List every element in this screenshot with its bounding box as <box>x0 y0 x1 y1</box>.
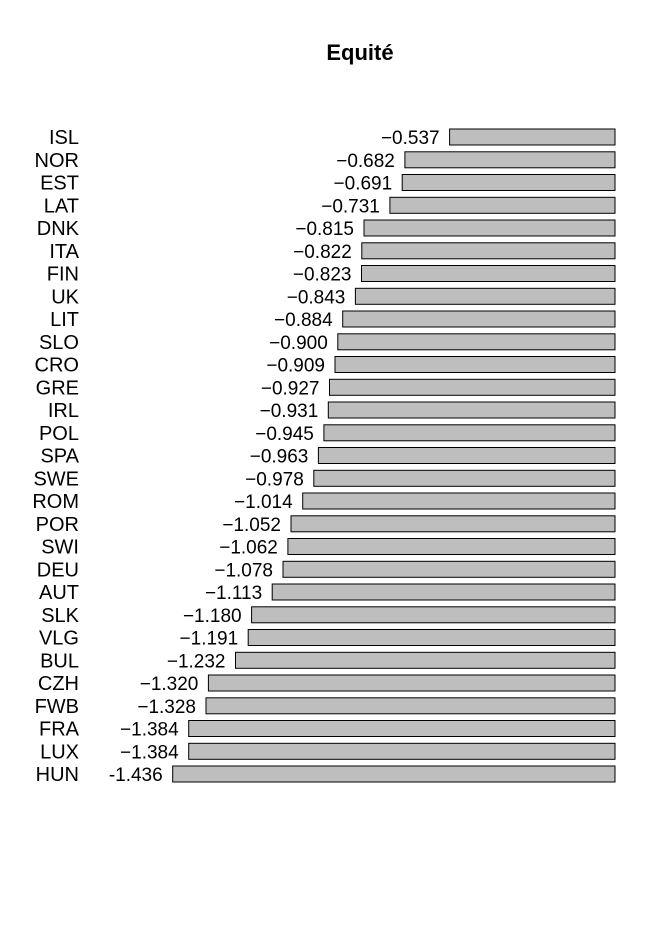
value-label-czh: −1.320 <box>139 674 199 695</box>
bar-rows <box>32 127 615 786</box>
bar-isl <box>450 129 615 145</box>
category-label-gre: GRE <box>35 377 79 400</box>
category-label-fra: FRA <box>39 718 79 741</box>
bar-est <box>402 175 615 191</box>
chart-title: Equité <box>326 40 394 65</box>
category-label-spa: SPA <box>40 445 79 468</box>
category-label-irl: IRL <box>47 400 79 422</box>
category-label-fin: FIN <box>46 263 79 286</box>
category-label-swe: SWE <box>33 468 79 491</box>
category-label-czh: CZH <box>37 673 79 695</box>
category-label-cro: CRO <box>34 354 79 377</box>
bar-rom <box>303 493 615 509</box>
value-label-fra: −1.384 <box>120 719 179 741</box>
category-label-bul: BUL <box>40 650 79 673</box>
bar-lux <box>189 743 615 759</box>
category-label-deu: DEU <box>36 559 79 582</box>
bar-fin <box>362 266 616 282</box>
value-label-fwb: −1.328 <box>137 696 196 718</box>
value-label-isl: −0.537 <box>380 128 440 149</box>
category-label-vlg: VLG <box>38 627 79 650</box>
value-label-slo: −0.900 <box>269 332 328 354</box>
bar-hun <box>173 766 615 782</box>
category-label-rom: ROM <box>32 491 79 513</box>
value-label-aut: −1.113 <box>204 583 263 604</box>
bar-cro <box>335 357 615 373</box>
value-label-slk: −1.180 <box>182 605 242 627</box>
bar-vlg <box>248 630 615 646</box>
bar-deu <box>283 561 615 577</box>
bar-gre <box>330 379 616 395</box>
bar-swi <box>288 539 615 555</box>
bar-uk <box>355 288 615 304</box>
value-label-irl: −0.931 <box>259 401 319 422</box>
value-label-lat: −0.731 <box>321 196 380 218</box>
value-label-spa: −0.963 <box>249 446 309 468</box>
category-label-hun: HUN <box>35 764 79 786</box>
value-label-por: −1.052 <box>222 514 281 536</box>
bar-por <box>291 516 615 532</box>
value-label-swe: −0.978 <box>245 469 304 491</box>
category-label-swi: SWI <box>41 536 79 559</box>
category-label-slk: SLK <box>41 604 79 627</box>
category-label-pol: POL <box>38 422 79 445</box>
bar-slk <box>252 607 615 623</box>
value-label-uk: −0.843 <box>286 287 346 309</box>
value-label-fin: −0.823 <box>292 264 352 286</box>
value-label-deu: −1.078 <box>214 560 273 582</box>
value-label-est: −0.691 <box>333 173 393 195</box>
category-label-ita: ITA <box>49 240 79 263</box>
value-label-pol: −0.945 <box>255 423 314 445</box>
bar-pol <box>324 425 615 441</box>
category-label-lux: LUX <box>40 741 79 764</box>
value-label-rom: −1.014 <box>234 492 293 513</box>
category-label-aut: AUT <box>39 582 79 604</box>
category-label-uk: UK <box>51 286 79 309</box>
value-label-vlg: −1.191 <box>179 628 239 650</box>
category-label-nor: NOR <box>34 149 79 172</box>
category-label-isl: ISL <box>48 127 79 149</box>
category-label-dnk: DNK <box>36 218 79 240</box>
bar-ita <box>362 243 615 259</box>
value-label-ita: −0.822 <box>293 241 352 263</box>
category-label-fwb: FWB <box>34 695 79 718</box>
bar-fra <box>189 721 615 737</box>
bar-swe <box>314 470 615 486</box>
bar-lit <box>343 311 615 327</box>
value-label-hun: -1.436 <box>108 765 163 786</box>
value-label-nor: −0.682 <box>336 150 395 172</box>
bar-czh <box>208 675 615 691</box>
bar-nor <box>405 152 615 168</box>
bar-irl <box>328 402 615 418</box>
bar-fwb <box>206 698 615 714</box>
bar-spa <box>318 448 615 464</box>
bar-lat <box>390 197 615 213</box>
value-label-lit: −0.884 <box>274 310 333 331</box>
category-label-lat: LAT <box>43 195 79 218</box>
value-label-bul: −1.232 <box>166 651 226 673</box>
value-label-gre: −0.927 <box>260 378 320 400</box>
category-label-por: POR <box>35 513 79 536</box>
value-label-cro: −0.909 <box>266 355 325 377</box>
bar-dnk <box>364 220 615 236</box>
value-label-lux: −1.384 <box>120 742 179 764</box>
value-label-dnk: −0.815 <box>295 219 354 240</box>
bar-bul <box>236 652 616 668</box>
category-label-lit: LIT <box>50 309 79 331</box>
bar-slo <box>338 334 615 350</box>
category-label-slo: SLO <box>38 331 79 354</box>
value-label-swi: −1.062 <box>219 537 278 559</box>
category-label-est: EST <box>40 172 79 195</box>
bar-aut <box>272 584 615 600</box>
